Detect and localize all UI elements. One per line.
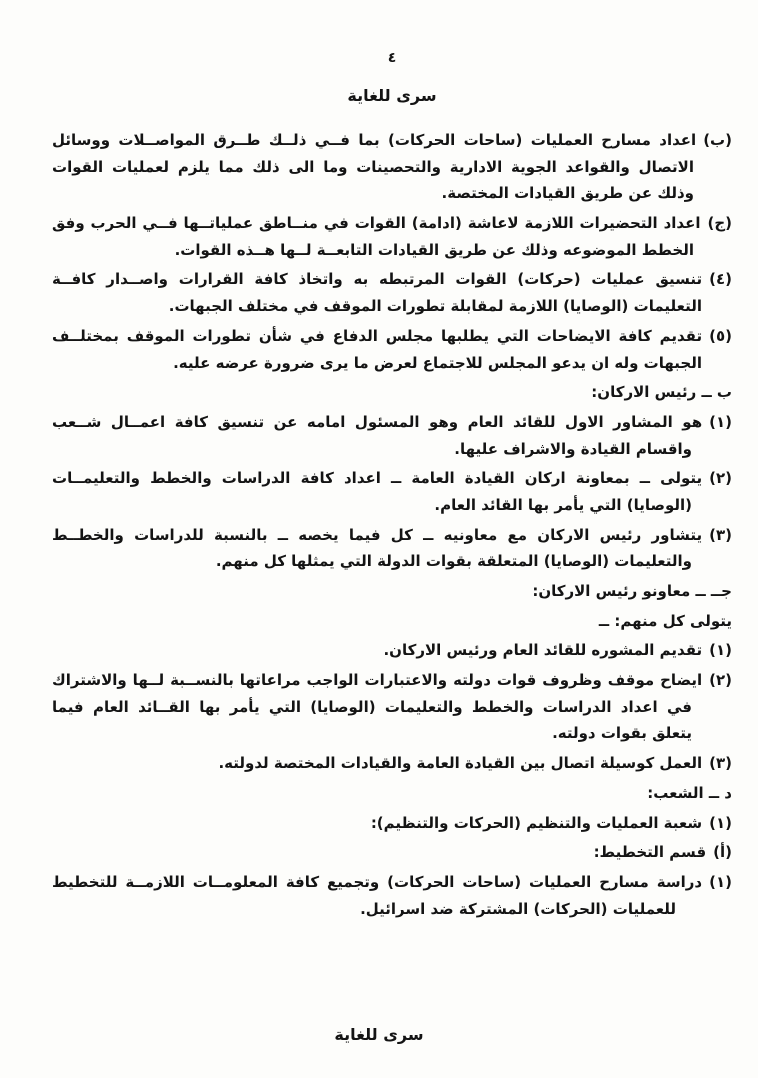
para-text: يتشاور رئيس الاركان مع معاونيه ــ كل فيما يخصه ــ بالنسبة للدراسات والخطــط والتعليمات (الوصايا) المتعلقة بقوات الدولة التي يمثلها كل منهم. (52, 525, 703, 571)
item-marker: (١) (709, 813, 732, 832)
heading-text: يتولى كل منهم: ــ (598, 611, 732, 630)
para-text: العمل كوسيلة اتصال بين القيادة العامة والقيادات المختصة لدولته. (218, 754, 703, 773)
para-text: شعبة العمليات والتنظيم (الحركات والتنظيم): (370, 813, 703, 832)
para-b-2 (52, 465, 732, 518)
para-c-2 (52, 667, 732, 747)
para-4 (52, 266, 732, 319)
item-marker: (١) (709, 641, 732, 660)
para-text: هو المشاور الاول للقائد العام وهو المسئول امامه عن تنسيق كافة اعمــال شــعب واقسام القيادة والاشراف عليها. (52, 412, 703, 458)
heading-text: ب ــ رئيس الاركان: (591, 383, 732, 402)
para-text: قسم التخطيط: (593, 843, 707, 862)
para-c-3 (52, 750, 732, 777)
para-j (52, 210, 732, 263)
heading-deputy-chiefs (52, 578, 732, 605)
para-d-1-a (52, 839, 732, 866)
document-body (52, 127, 732, 922)
item-marker: (١) (709, 872, 732, 891)
heading-branches (52, 780, 732, 807)
para-text: ايضاح موقف وظروف قوات دولته والاعتبارات الواجب مراعاتها بالنســبة لــها والاشتراك في اعداد الدراسات والخطط والتعليمات (الوصايا) التي يأمر بها القــائد العام فيما يتعلق بقوات دولته. (52, 671, 703, 743)
para-c-1 (52, 637, 732, 664)
para-text: تنسيق عمليات (حركات) القوات المرتبطه به واتخاذ كافة القرارات واصــدار كافــة التعليمات (الوصايا) اللازمة لمقابلة تطورات الموقف في مختلف الجبهات. (52, 270, 703, 316)
item-marker: (أ) (713, 843, 732, 862)
classification-header: سرى للغاية (347, 86, 437, 105)
para-text: تقديم كافة الايضاحات التي يطلبها مجلس الدفاع في شأن تطورات الموقف بمختلــف الجبهات وله ان يدعو المجلس للاجتماع لعرض ما يرى ضرورة عرضه عليه. (52, 326, 703, 372)
item-marker: (٤) (709, 270, 732, 289)
item-marker: (٢) (709, 469, 732, 488)
para-text: اعداد مسارح العمليات (ساحات الحركات) بما فــي ذلــك طــرق المواصــلات ووسائل الاتصال والقواعد الجوية الادارية والتحصينات وما الى ذلك مما يلزم لعمليات القوات وذلك عن طريق القيادات المختصة. (52, 131, 697, 203)
heading-each-undertakes (52, 608, 732, 635)
para-text: اعداد التحضيرات اللازمة لاعاشة (ادامة) القوات في منــاطق عملياتــها فــي الحرب وفق الخطط الموضوعه وذلك عن طريق القيادات التابعــة لــها هــذه القوات. (52, 214, 701, 259)
para-d-1 (52, 810, 732, 837)
page-number: ٤ (387, 50, 397, 66)
heading-chief-of-staff (52, 379, 732, 406)
para-text: دراسة مسارح العمليات (ساحات الحركات) وتجميع كافة المعلومــات اللازمــة للتخطيط للعمليات (الحركات) المشتركة ضد اسرائيل. (52, 872, 703, 918)
heading-text: جــ ــ معاونو رئيس الاركان: (532, 582, 732, 600)
item-marker: (ج) (707, 214, 732, 233)
para-5 (52, 323, 732, 376)
item-marker: (٢) (709, 671, 732, 690)
item-marker: (ب) (703, 131, 732, 149)
para-b-1 (52, 409, 732, 462)
para-text: تقديم المشوره للقائد العام ورئيس الاركان. (383, 641, 703, 660)
classification-footer: سرى للغاية (334, 1025, 424, 1044)
item-marker: (٣) (709, 525, 732, 544)
para-text: يتولى ــ بمعاونة اركان القيادة العامة ــ اعداد كافة الدراسات والخطط والتعليمــات (الوصايا) التي يأمر بها القائد العام. (52, 469, 703, 514)
item-marker: (٣) (709, 754, 732, 773)
item-marker: (١) (709, 412, 732, 431)
para-b-3 (52, 522, 732, 575)
para-d-1-a-1 (52, 869, 732, 922)
item-marker: (٥) (709, 326, 732, 345)
para-b (52, 127, 732, 207)
heading-text: د ــ الشعب: (647, 783, 732, 802)
